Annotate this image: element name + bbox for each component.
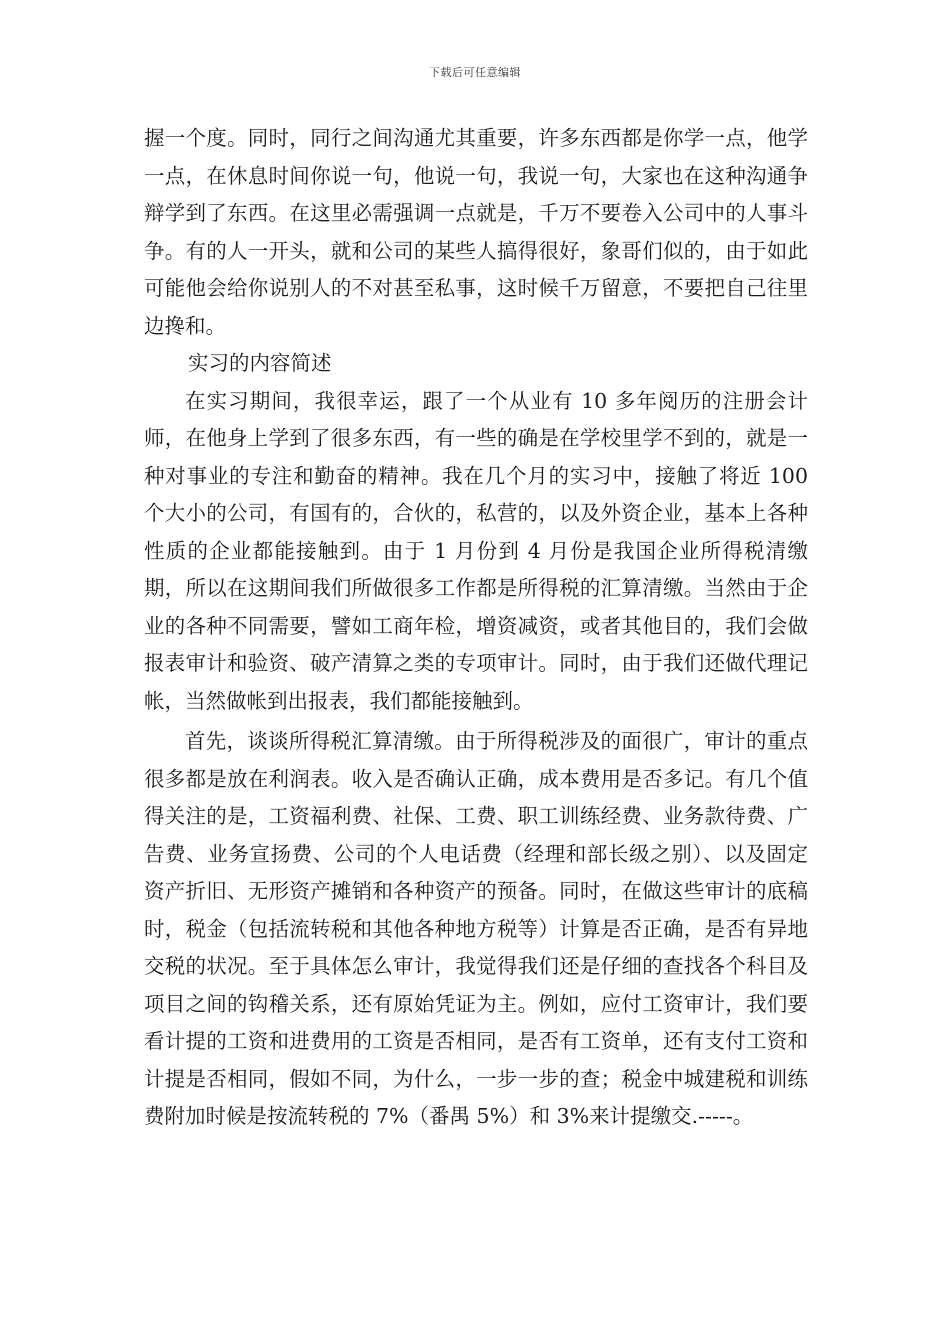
paragraph-internship: 在实习期间，我很幸运，跟了一个从业有 10 多年阅历的注册会计师，在他身上学到了很多东西，有一些的确是在学校里学不到的，就是一种对事业的专注和勤奋的精神。我在几个月的实习中，接触了将近 100 个大小的公司，有国有的，合伙的，私营的，以及外资企业，基本上各种性质的企业都能接触到。由于 1 月份到 4 月份是我国企业所得税清缴期，所以在这期间我们所做很多工作都是所得税的汇算清缴。当然由于企业的各种不同需要，譬如工商年检，增资减资，或者其他目的，我们会做报表审计和验资、破产清算之类的专项审计。同时，由于我们还做代理记帐，当然做帐到出报表，我们都能接触到。 xyxy=(144,388,808,713)
document-body xyxy=(144,120,808,1136)
section-heading: 实习的内容简述 xyxy=(188,351,332,375)
paragraph-continuation: 握一个度。同时，同行之间沟通尤其重要，许多东西都是你学一点，他学一点，在休息时间你说一句，他说一句，我说一句，大家也在这种沟通争辩学到了东西。在这里必需强调一点就是，千万不要卷入公司中的人事斗争。有的人一开头，就和公司的某些人搞得很好，象哥们似的，由于如此可能他会给你说别人的不对甚至私事，这时候千万留意，不要把自己往里边搀和。 xyxy=(144,126,808,338)
paragraph-income-tax: 首先，谈谈所得税汇算清缴。由于所得税涉及的面很广，审计的重点很多都是放在利润表。收入是否确认正确，成本费用是否多记。有几个值得关注的是，工资福利费、社保、工费、职工训练经费、业务款待费、广告费、业务宣扬费、公司的个人电话费（经理和部长级之别）、以及固定资产折旧、无形资产摊销和各种资产的预备。同时，在做这些审计的底稿时，税金（包括流转税和其他各种地方税等）计算是否正确，是否有异地交税的状况。至于具体怎么审计，我觉得我们还是仔细的查找各个科目及项目之间的钩稽关系，还有原始凭证为主。例如，应付工资审计，我们要看计提的工资和进费用的工资是否相同，是否有工资单，还有支付工资和计提是否相同，假如不同，为什么，一步一步的查；税金中城建税和训练费附加时候是按流转税的 7%（番禺 5%）和 3%来计提缴交.-----。 xyxy=(144,729,808,1128)
page-header: 下载后可任意编辑 xyxy=(429,66,521,79)
